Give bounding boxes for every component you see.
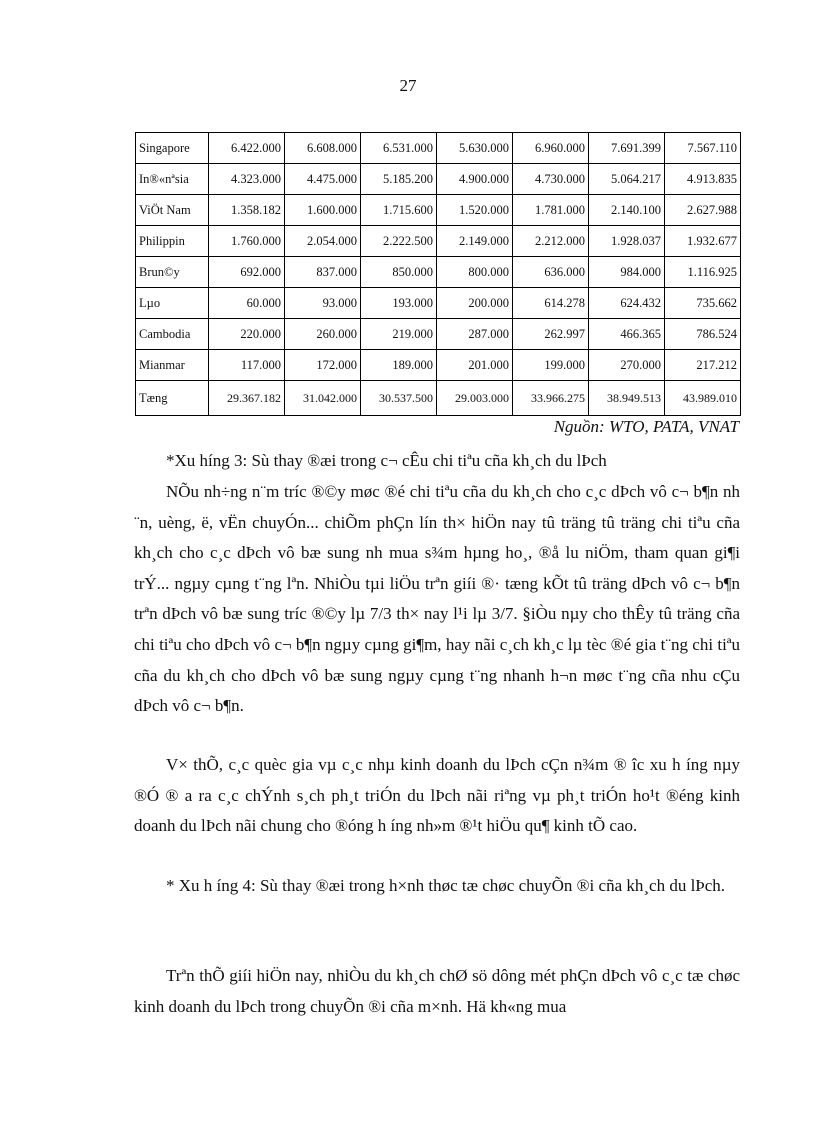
paragraph-organization-block bbox=[134, 961, 740, 1022]
value-cell: 2.212.000 bbox=[513, 226, 589, 257]
value-cell: 172.000 bbox=[285, 350, 361, 381]
value-cell: 2.222.500 bbox=[361, 226, 437, 257]
country-cell: Lµo bbox=[136, 288, 209, 319]
paragraph-policy-block bbox=[134, 750, 740, 842]
value-cell: 93.000 bbox=[285, 288, 361, 319]
value-cell: 200.000 bbox=[437, 288, 513, 319]
value-cell: 199.000 bbox=[513, 350, 589, 381]
value-cell: 31.042.000 bbox=[285, 381, 361, 416]
value-cell: 201.000 bbox=[437, 350, 513, 381]
value-cell: 287.000 bbox=[437, 319, 513, 350]
value-cell: 692.000 bbox=[209, 257, 285, 288]
country-cell: Philippin bbox=[136, 226, 209, 257]
table-row bbox=[136, 381, 741, 416]
trend-3-heading-block bbox=[134, 446, 740, 477]
value-cell: 6.608.000 bbox=[285, 133, 361, 164]
value-cell: 1.600.000 bbox=[285, 195, 361, 226]
value-cell: 220.000 bbox=[209, 319, 285, 350]
value-cell: 837.000 bbox=[285, 257, 361, 288]
value-cell: 29.003.000 bbox=[437, 381, 513, 416]
value-cell: 5.630.000 bbox=[437, 133, 513, 164]
value-cell: 466.365 bbox=[589, 319, 665, 350]
paragraph-spending: NÕu nh÷ng n¨m tríc ®©y møc ®é chi tiªu cña du kh¸ch cho c¸c dÞch vô c¬ b¶n nh ¨n, uèng, ë, vËn chuyÓn... chiÕm phÇn lín th× hiÖn nay tû träng tû träng chi tiªu cña kh¸ch cho c¸c dÞch vô bæ sung nh mua s¾m hµng ho¸, ®å lu niÖm, tham quan gi¶i trÝ... ngµy cµng t¨ng lªn. NhiÒu tµi liÖu trªn giíi ®· tæng kÕt tû träng dÞch vô c¬ b¶n trªn dÞch vô bæ sung tríc ®©y lµ 7/3 th× nay l¹i lµ 3/7. §iÒu nµy cho thÊy tû träng cña chi tiªu cho dÞch vô c¬ b¶n ngµy cµng gi¶m, hay nãi c¸ch kh¸c lµ tèc ®é gia t¨ng chi tiªu cña du kh¸ch cho dÞch vô bæ sung ngµy cµng t¨ng nhanh h¬n møc t¨ng cña nhu cÇu dÞch vô c¬ b¶n. bbox=[134, 482, 740, 716]
value-cell: 117.000 bbox=[209, 350, 285, 381]
value-cell: 1.781.000 bbox=[513, 195, 589, 226]
value-cell: 4.900.000 bbox=[437, 164, 513, 195]
value-cell: 270.000 bbox=[589, 350, 665, 381]
paragraph-organization: Trªn thÕ giíi hiÖn nay, nhiÒu du kh¸ch chØ sö dông mét phÇn dÞch vô c¸c tæ chøc kinh doanh du lÞch trong chuyÕn ®i cña m×nh. Hä kh«ng mua bbox=[134, 966, 740, 1016]
value-cell: 984.000 bbox=[589, 257, 665, 288]
table-row bbox=[136, 257, 741, 288]
table-row bbox=[136, 226, 741, 257]
value-cell: 30.537.500 bbox=[361, 381, 437, 416]
value-cell: 6.422.000 bbox=[209, 133, 285, 164]
value-cell: 636.000 bbox=[513, 257, 589, 288]
value-cell: 260.000 bbox=[285, 319, 361, 350]
value-cell: 1.928.037 bbox=[589, 226, 665, 257]
country-cell: ViÖt Nam bbox=[136, 195, 209, 226]
table-row bbox=[136, 288, 741, 319]
value-cell: 4.730.000 bbox=[513, 164, 589, 195]
value-cell: 800.000 bbox=[437, 257, 513, 288]
table-row bbox=[136, 195, 741, 226]
value-cell: 5.185.200 bbox=[361, 164, 437, 195]
value-cell: 1.358.182 bbox=[209, 195, 285, 226]
paragraph-policy: V× thÕ, c¸c quèc gia vµ c¸c nhµ kinh doanh du lÞch cÇn n¾m ® îc xu h íng nµy ®Ó ® a ra c¸c chÝnh s¸ch ph¸t triÓn du lÞch nãi riªng vµ ph¸t triÓn ho¹t ®éng kinh doanh du lÞch nãi chung cho ®óng h íng nh»m ®¹t hiÖu qu¶ kinh tÕ cao. bbox=[134, 755, 740, 836]
value-cell: 2.140.100 bbox=[589, 195, 665, 226]
value-cell: 4.913.835 bbox=[665, 164, 741, 195]
value-cell: 262.997 bbox=[513, 319, 589, 350]
trend-4-heading: * Xu h íng 4: Sù thay ®æi trong h×nh thøc tæ chøc chuyÕn ®i cña kh¸ch du lÞch. bbox=[166, 876, 726, 895]
value-cell: 33.966.275 bbox=[513, 381, 589, 416]
value-cell: 614.278 bbox=[513, 288, 589, 319]
trend-3-heading: *Xu híng 3: Sù thay ®æi trong c¬ cÊu chi tiªu cña kh¸ch du lÞch bbox=[166, 451, 607, 470]
value-cell: 4.475.000 bbox=[285, 164, 361, 195]
value-cell: 60.000 bbox=[209, 288, 285, 319]
value-cell: 219.000 bbox=[361, 319, 437, 350]
value-cell: 6.531.000 bbox=[361, 133, 437, 164]
value-cell: 29.367.182 bbox=[209, 381, 285, 416]
value-cell: 1.932.677 bbox=[665, 226, 741, 257]
value-cell: 735.662 bbox=[665, 288, 741, 319]
value-cell: 1.520.000 bbox=[437, 195, 513, 226]
value-cell: 1.715.600 bbox=[361, 195, 437, 226]
table-row bbox=[136, 164, 741, 195]
value-cell: 4.323.000 bbox=[209, 164, 285, 195]
country-cell: Mianmar bbox=[136, 350, 209, 381]
value-cell: 2.627.988 bbox=[665, 195, 741, 226]
value-cell: 2.054.000 bbox=[285, 226, 361, 257]
country-cell: Singapore bbox=[136, 133, 209, 164]
value-cell: 5.064.217 bbox=[589, 164, 665, 195]
value-cell: 850.000 bbox=[361, 257, 437, 288]
value-cell: 624.432 bbox=[589, 288, 665, 319]
value-cell: 193.000 bbox=[361, 288, 437, 319]
country-cell: In®«nªsia bbox=[136, 164, 209, 195]
value-cell: 6.960.000 bbox=[513, 133, 589, 164]
table-row bbox=[136, 133, 741, 164]
country-cell: Tæng bbox=[136, 381, 209, 416]
tourist-arrivals-table bbox=[135, 132, 741, 416]
value-cell: 189.000 bbox=[361, 350, 437, 381]
value-cell: 1.760.000 bbox=[209, 226, 285, 257]
value-cell: 786.524 bbox=[665, 319, 741, 350]
value-cell: 217.212 bbox=[665, 350, 741, 381]
value-cell: 43.989.010 bbox=[665, 381, 741, 416]
table-row bbox=[136, 350, 741, 381]
country-cell: Brun©y bbox=[136, 257, 209, 288]
value-cell: 1.116.925 bbox=[665, 257, 741, 288]
trend-4-heading-block bbox=[134, 871, 740, 902]
country-cell: Cambodia bbox=[136, 319, 209, 350]
value-cell: 7.567.110 bbox=[665, 133, 741, 164]
page-number: 27 bbox=[399, 76, 417, 95]
value-cell: 2.149.000 bbox=[437, 226, 513, 257]
table-row bbox=[136, 319, 741, 350]
paragraph-spending-block bbox=[134, 477, 740, 722]
value-cell: 38.949.513 bbox=[589, 381, 665, 416]
source-note: Nguồn: WTO, PATA, VNAT bbox=[553, 417, 739, 436]
value-cell: 7.691.399 bbox=[589, 133, 665, 164]
